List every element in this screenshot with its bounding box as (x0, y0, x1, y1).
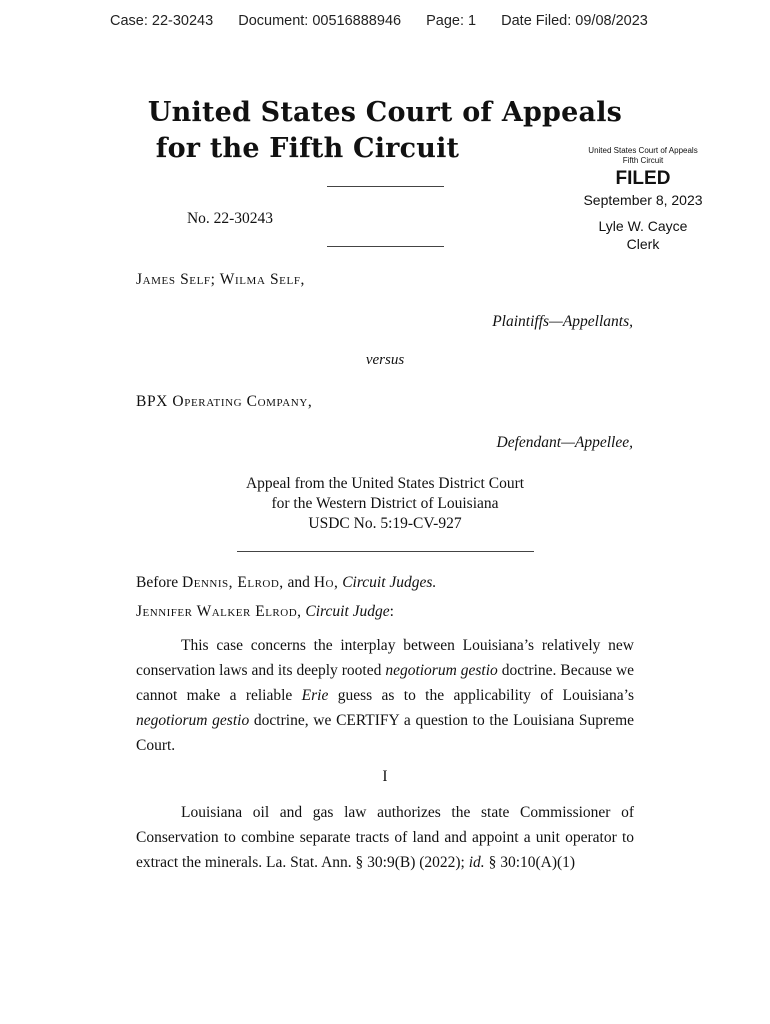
panel-title: Circuit Judges. (342, 574, 437, 591)
versus: versus (365, 352, 405, 368)
panel-judges: Dennis, Elrod, (182, 574, 284, 591)
filing-header (110, 13, 669, 29)
author-title: Circuit Judge (305, 603, 390, 620)
defendant-role: Defendant—Appellee, (496, 434, 633, 451)
stamp-clerk-title: Clerk (626, 236, 660, 252)
panel-line (136, 574, 436, 592)
section-heading: I (382, 768, 388, 785)
document-number: Document: 00516888946 (238, 13, 402, 29)
court-title-line2: for the Fifth Circuit (155, 133, 460, 164)
paragraph-text-italic: Erie (301, 687, 329, 704)
paragraph-text: guess as to the applicability of Louisiana’s (337, 687, 635, 704)
panel-before: Before (136, 574, 179, 591)
plaintiffs-role: Plaintiffs—Appellants, (492, 313, 633, 330)
appeal-line3: USDC No. 5:19-CV-927 (308, 515, 462, 532)
paragraph-text: Louisiana oil and gas law authorizes the state Commissioner of Conservation to combine separate tracts of land and appoint a unit operator to extract the minerals. La. Stat. Ann. § 30:9(B) (2022); (136, 804, 634, 871)
author-colon: : (389, 603, 394, 620)
appeal-line2: for the Western District of Louisiana (271, 495, 499, 512)
paragraph-text-italic: negotiorum gestio (136, 712, 250, 729)
docket-number: No. 22-30243 (186, 210, 274, 227)
paragraph-text: doctrine, we CERTIFY a question to the Louisiana Supreme Court. (136, 712, 635, 754)
filed-stamp (568, 146, 718, 254)
date-filed: Date Filed: 09/08/2023 (501, 13, 648, 29)
case-number: Case: 22-30243 (110, 13, 214, 29)
divider (237, 551, 534, 552)
page-number: Page: 1 (426, 13, 477, 29)
court-title-line1: United States Court of Appeals (147, 97, 623, 128)
panel-ho: Ho, (313, 574, 339, 591)
opinion-paragraph-1 (136, 633, 634, 758)
divider (327, 246, 444, 247)
divider (327, 186, 444, 187)
paragraph-text: § 30:10(A)(1) (488, 854, 576, 871)
opinion-paragraph-2 (136, 800, 634, 875)
stamp-date: September 8, 2023 (583, 192, 703, 208)
author-line (136, 603, 394, 621)
defendant: BPX Operating Company, (136, 393, 313, 410)
plaintiffs: James Self; Wilma Self, (136, 271, 306, 288)
appeal-line1: Appeal from the United States District Court (245, 475, 525, 492)
paragraph-text-italic: negotiorum gestio (385, 662, 498, 679)
paragraph-text: doctrine. Because we cannot make a reliable (136, 662, 635, 704)
appeal-caption (0, 474, 770, 534)
paragraph-text: This case concerns the interplay between Louisiana’s relatively new conservation laws and its deeply rooted (136, 637, 634, 679)
stamp-filed: FILED (615, 168, 671, 189)
paragraph-text-italic: id. (468, 854, 485, 871)
stamp-circuit: Fifth Circuit (622, 156, 664, 165)
panel-and: and (287, 574, 310, 591)
stamp-court: United States Court of Appeals (588, 146, 698, 155)
author-name: Jennifer Walker Elrod, (136, 603, 302, 620)
stamp-clerk-name: Lyle W. Cayce (598, 218, 688, 234)
